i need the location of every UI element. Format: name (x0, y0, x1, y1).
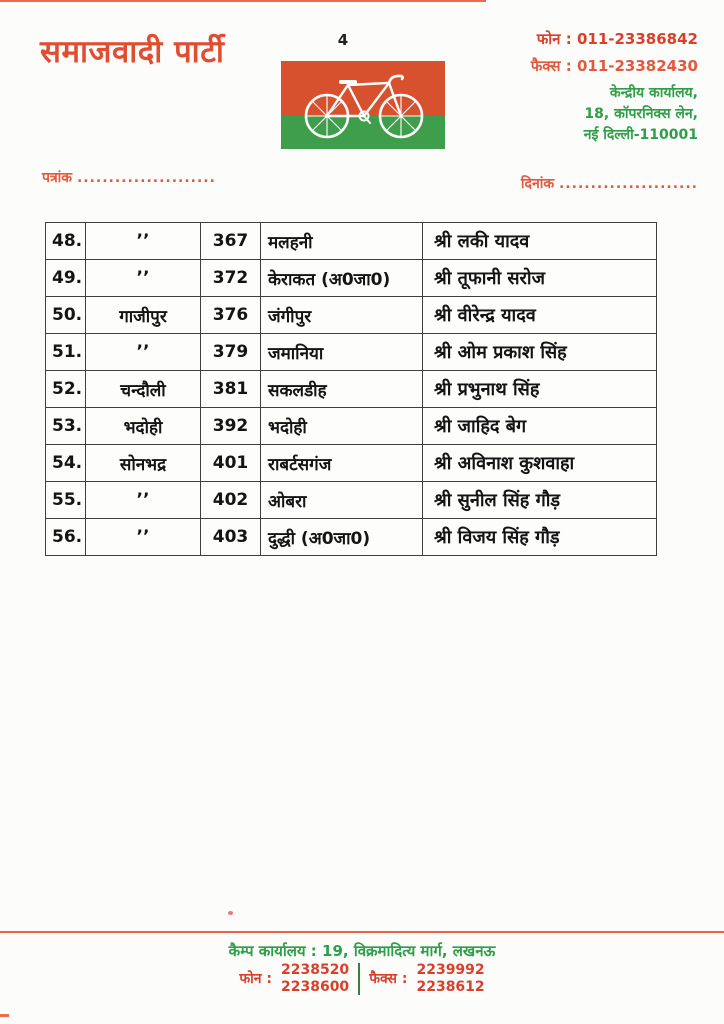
sno-cell: 51. (46, 334, 86, 371)
table-row (46, 408, 657, 445)
scan-artifact-dot (228, 911, 233, 915)
district-cell: ’’ (86, 519, 201, 556)
date-field (521, 174, 698, 193)
phone-line: फोन : 011-23386842 (536, 30, 698, 48)
candidate-cell: श्री सुनील सिंह गौड़ (423, 482, 657, 519)
office-address-line1: केन्द्रीय कार्यालय, (609, 85, 698, 101)
candidate-cell: श्री जाहिद बेग (423, 408, 657, 445)
candidate-cell: श्री विजय सिंह गौड़ (423, 519, 657, 556)
letter-number-field (42, 168, 216, 187)
footer-phone-fax-block (0, 962, 724, 996)
letter-number-dots: ...................... (76, 170, 216, 186)
constituency-cell: दुद्धी (अ0जा0) (261, 519, 423, 556)
camp-office-line: कैम्प कार्यालय : 19, विक्रमादित्य मार्ग, लखनऊ (228, 942, 496, 960)
sno-cell: 52. (46, 371, 86, 408)
scan-artifact-corner (0, 1014, 9, 1017)
footer-phone-label: फोन : (239, 971, 272, 988)
constituency-number-cell: 372 (201, 260, 261, 297)
party-name-heading: समाजवादी पार्टी (40, 34, 225, 70)
office-address-line2: 18, कॉपरनिक्स लेन, (584, 106, 698, 122)
table-row (46, 297, 657, 334)
candidate-table (45, 222, 657, 556)
sno-cell: 48. (46, 223, 86, 260)
party-flag-logo (281, 61, 445, 149)
constituency-cell: जमानिया (261, 334, 423, 371)
constituency-number-cell: 401 (201, 445, 261, 482)
constituency-cell: मलहनी (261, 223, 423, 260)
footer-vertical-divider (358, 963, 360, 995)
footer-phone-number-1: 2238520 (280, 962, 350, 978)
candidate-cell: श्री ओम प्रकाश सिंह (423, 334, 657, 371)
constituency-number-cell: 403 (201, 519, 261, 556)
candidate-cell: श्री अविनाश कुशवाहा (423, 445, 657, 482)
constituency-number-cell: 379 (201, 334, 261, 371)
top-edge-divider (0, 0, 486, 2)
constituency-cell: सकलडीह (261, 371, 423, 408)
central-office-contact-block (531, 28, 698, 146)
district-cell: सोनभद्र (86, 445, 201, 482)
constituency-number-cell: 367 (201, 223, 261, 260)
district-cell: ’’ (86, 334, 201, 371)
date-label: दिनांक (520, 176, 555, 192)
candidate-cell: श्री वीरेन्द्र यादव (423, 297, 657, 334)
constituency-number-cell: 381 (201, 371, 261, 408)
constituency-number-cell: 392 (201, 408, 261, 445)
letter-number-label: पत्रांक (42, 170, 73, 186)
footer-fax-number-1: 2239992 (416, 962, 485, 978)
office-address-line3: नई दिल्ली-110001 (583, 127, 698, 143)
table-row (46, 223, 657, 260)
sno-cell: 56. (46, 519, 86, 556)
footer-phone-number-2: 2238600 (280, 978, 350, 995)
constituency-cell: भदोही (261, 408, 423, 445)
sno-cell: 54. (46, 445, 86, 482)
date-dots: ...................... (558, 176, 698, 192)
constituency-number-cell: 402 (201, 482, 261, 519)
fax-line: फैक्स : 011-23382430 (530, 56, 698, 75)
footer-fax-label: फैक्स : (369, 971, 408, 988)
district-cell: भदोही (86, 408, 201, 445)
table-row (46, 260, 657, 297)
footer-fax-numbers (416, 962, 484, 996)
footer-divider (0, 931, 724, 933)
table-row (46, 482, 657, 519)
footer-phone-numbers (281, 962, 349, 996)
district-cell: ’’ (86, 482, 201, 519)
constituency-number-cell: 376 (201, 297, 261, 334)
district-cell: गाजीपुर (86, 297, 201, 334)
constituency-cell: केराकत (अ0जा0) (261, 260, 423, 297)
table-row (46, 519, 657, 556)
table-row (46, 371, 657, 408)
constituency-cell: ओबरा (261, 482, 423, 519)
bicycle-icon (289, 70, 437, 140)
district-cell: ’’ (86, 223, 201, 260)
sno-cell: 55. (46, 482, 86, 519)
table-row (46, 334, 657, 371)
candidate-cell: श्री प्रभुनाथ सिंह (423, 371, 657, 408)
sno-cell: 53. (46, 408, 86, 445)
constituency-cell: राबर्टसगंज (261, 445, 423, 482)
sno-cell: 50. (46, 297, 86, 334)
district-cell: चन्दौली (86, 371, 201, 408)
candidate-cell: श्री लकी यादव (423, 223, 657, 260)
sno-cell: 49. (46, 260, 86, 297)
district-cell: ’’ (86, 260, 201, 297)
page-number: 4 (337, 31, 349, 49)
table-row (46, 445, 657, 482)
footer-fax-number-2: 2238612 (416, 978, 485, 995)
constituency-cell: जंगीपुर (261, 297, 423, 334)
candidate-cell: श्री तूफानी सरोज (423, 260, 657, 297)
